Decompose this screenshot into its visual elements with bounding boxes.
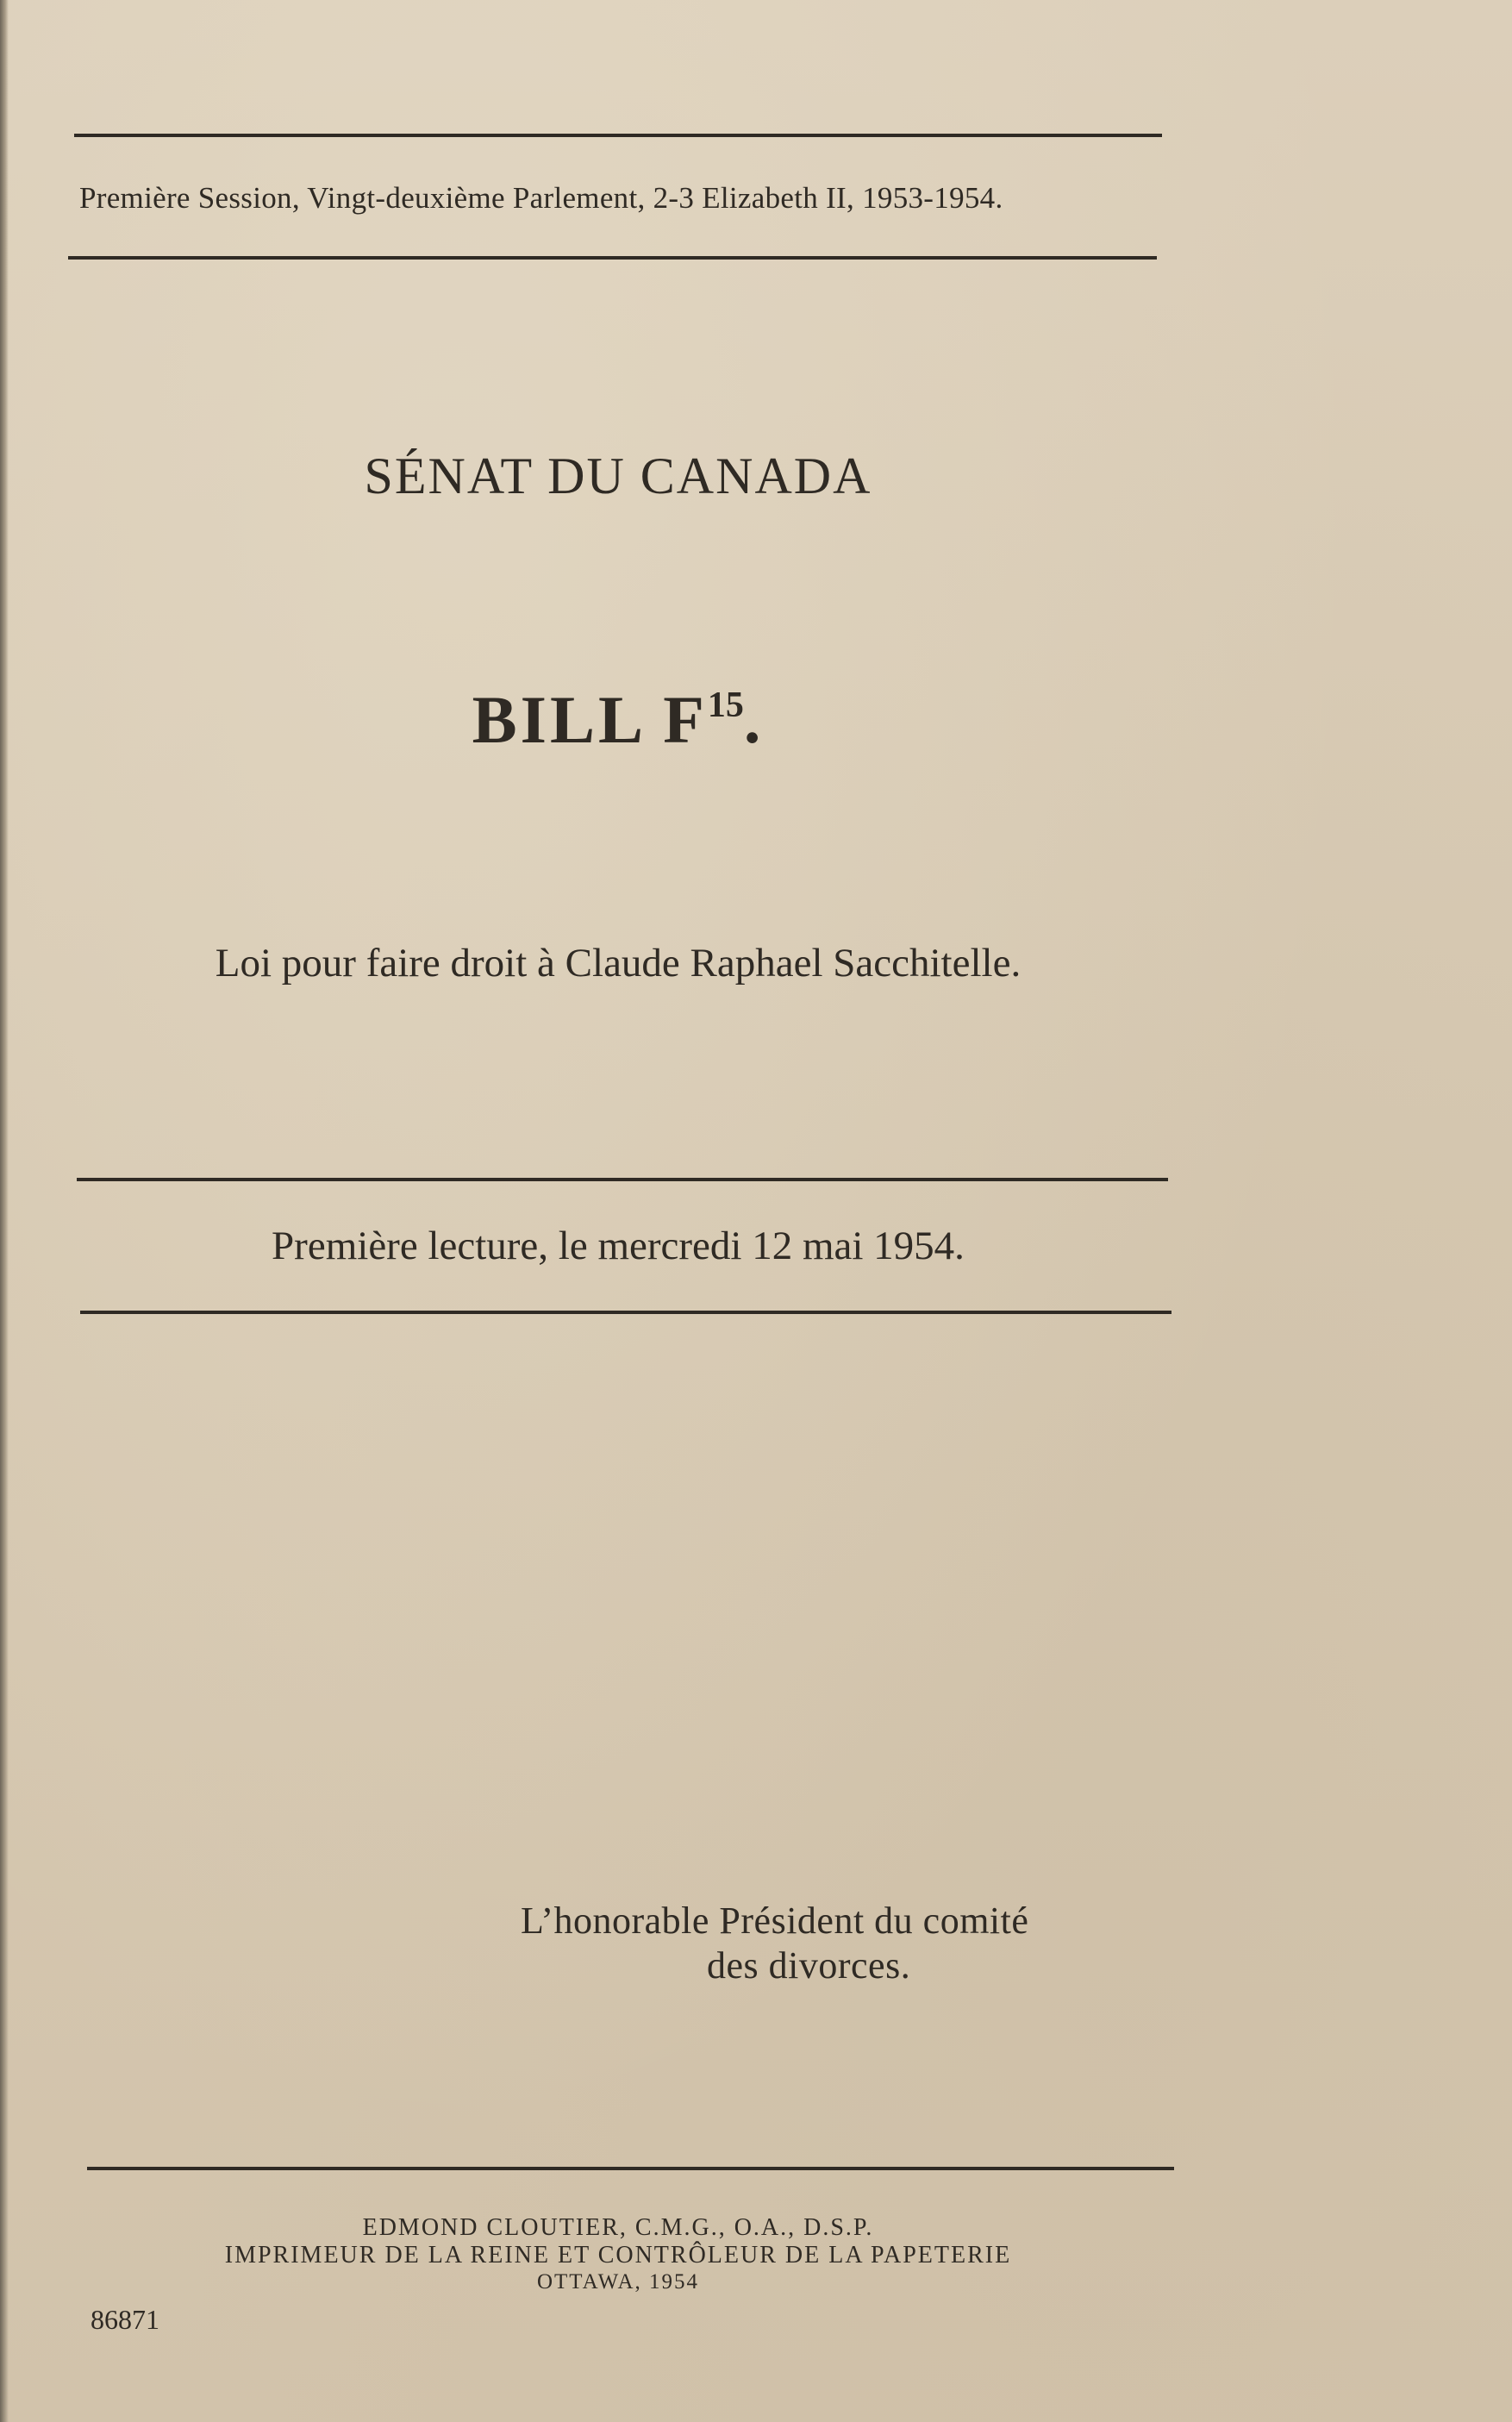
sponsor-line-2: des divorces. [707, 1944, 911, 1987]
printer-title: IMPRIMEUR DE LA REINE ET CONTRÔLEUR DE LA PAPETERIE [224, 2242, 1012, 2269]
bill-subject: Loi pour faire droit à Claude Raphael Sacchitelle. [215, 941, 1022, 986]
reading-top-rule [77, 1178, 1168, 1181]
printer-place-year: OTTAWA, 1954 [536, 2270, 700, 2294]
printer-top-rule [87, 2167, 1174, 2170]
printer-name: EDMOND CLOUTIER, C.M.G., O.A., D.S.P. [362, 2214, 874, 2241]
bill-suffix: . [743, 682, 765, 757]
page-binding-edge [0, 0, 9, 2422]
header-top-rule [74, 134, 1162, 137]
session-line: Première Session, Vingt-deuxième Parlement, 2-3 Elizabeth II, 1953-1954. [79, 181, 1003, 215]
sponsor-line-1: L’honorable Président du comité [521, 1899, 1029, 1942]
bill-label: BILL F [472, 682, 708, 757]
bill-number [0, 681, 1236, 759]
document-code: 86871 [91, 2304, 159, 2335]
chamber-title: SÉNAT DU CANADA [364, 447, 872, 504]
first-reading-line: Première lecture, le mercredi 12 mai 1954. [272, 1224, 965, 1268]
bill-superscript: 15 [707, 685, 744, 725]
header-bottom-rule [68, 256, 1157, 260]
reading-bottom-rule [80, 1311, 1171, 1314]
